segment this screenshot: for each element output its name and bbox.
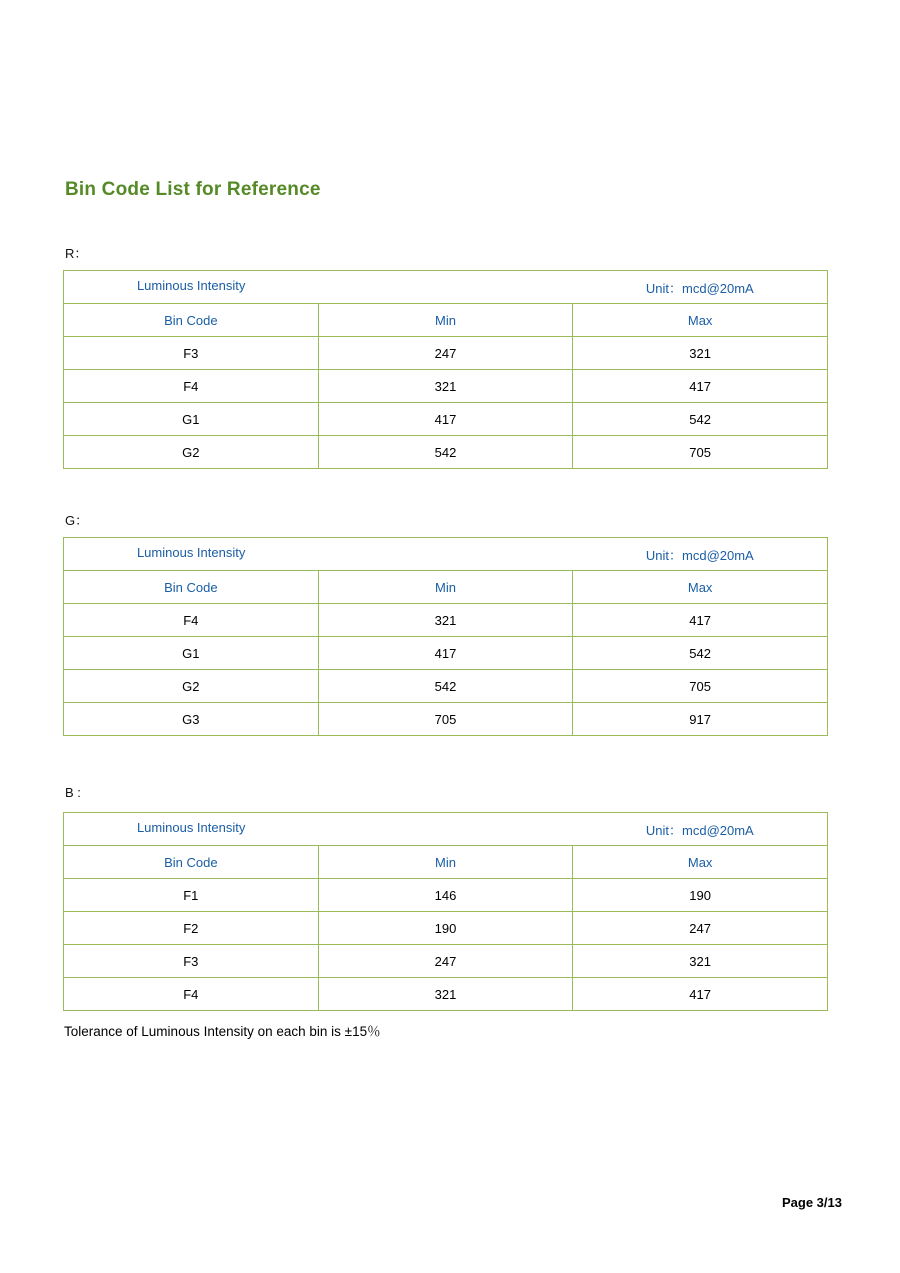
column-header-min: Min bbox=[318, 846, 573, 879]
table-cell: 542 bbox=[573, 403, 828, 436]
table-cell: 417 bbox=[573, 604, 828, 637]
table-cell: F4 bbox=[64, 370, 319, 403]
table-title: Luminous Intensity bbox=[136, 819, 246, 835]
table-cell: F4 bbox=[64, 604, 319, 637]
table-unit: Unit：mcd@20mA bbox=[645, 822, 754, 838]
table-cell: 190 bbox=[573, 879, 828, 912]
table-cell: 542 bbox=[318, 670, 573, 703]
table-cell: G1 bbox=[64, 403, 319, 436]
table-row bbox=[64, 879, 828, 912]
table-caption-spacer bbox=[318, 545, 572, 564]
table-cell: 917 bbox=[573, 703, 828, 736]
table-cell: 705 bbox=[318, 703, 573, 736]
table-unit: Unit：mcd@20mA bbox=[645, 280, 754, 296]
table-cell: 321 bbox=[573, 945, 828, 978]
table-row bbox=[64, 637, 828, 670]
table-cell: 417 bbox=[318, 403, 573, 436]
table-cell: 417 bbox=[318, 637, 573, 670]
table-cell: F1 bbox=[64, 879, 319, 912]
table-cell: F3 bbox=[64, 337, 319, 370]
page-number: Page 3/13 bbox=[782, 1195, 842, 1210]
table-cell: 190 bbox=[318, 912, 573, 945]
table-cell: 542 bbox=[573, 637, 828, 670]
table-row bbox=[64, 337, 828, 370]
table-cell: 247 bbox=[573, 912, 828, 945]
table-row bbox=[64, 403, 828, 436]
table-title: Luminous Intensity bbox=[136, 544, 246, 560]
table-row bbox=[64, 436, 828, 469]
column-header-min: Min bbox=[318, 571, 573, 604]
section-label-g: G： bbox=[65, 513, 89, 528]
column-header-max: Max bbox=[573, 304, 828, 337]
table-cell: 146 bbox=[318, 879, 573, 912]
section-label-b: B : bbox=[65, 785, 81, 800]
table-row bbox=[64, 945, 828, 978]
column-header-bin-code: Bin Code bbox=[64, 304, 319, 337]
table-cell: 705 bbox=[573, 670, 828, 703]
bin-table-r bbox=[63, 270, 828, 469]
table-cell: 705 bbox=[573, 436, 828, 469]
table-cell: 247 bbox=[318, 337, 573, 370]
section-b bbox=[63, 785, 828, 1011]
column-header-bin-code: Bin Code bbox=[64, 571, 319, 604]
table-cell: 321 bbox=[318, 370, 573, 403]
table-title: Luminous Intensity bbox=[136, 277, 246, 293]
table-cell: G1 bbox=[64, 637, 319, 670]
column-header-min: Min bbox=[318, 304, 573, 337]
table-cell: 417 bbox=[573, 370, 828, 403]
bin-table-g bbox=[63, 537, 828, 736]
table-cell: 247 bbox=[318, 945, 573, 978]
table-row bbox=[64, 978, 828, 1011]
table-cell: 321 bbox=[573, 337, 828, 370]
section-g bbox=[63, 513, 828, 736]
table-row bbox=[64, 912, 828, 945]
column-header-bin-code: Bin Code bbox=[64, 846, 319, 879]
bin-table-b bbox=[63, 812, 828, 1011]
table-cell: 542 bbox=[318, 436, 573, 469]
section-label-r: R： bbox=[65, 246, 88, 261]
table-unit: Unit：mcd@20mA bbox=[645, 547, 754, 563]
column-header-max: Max bbox=[573, 571, 828, 604]
table-cell: 417 bbox=[573, 978, 828, 1011]
table-row bbox=[64, 670, 828, 703]
column-header-max: Max bbox=[573, 846, 828, 879]
table-row bbox=[64, 703, 828, 736]
tolerance-note: Tolerance of Luminous Intensity on each bin is ±15％ bbox=[64, 1024, 381, 1039]
table-row bbox=[64, 604, 828, 637]
table-caption-spacer bbox=[318, 278, 572, 297]
table-cell: G2 bbox=[64, 436, 319, 469]
table-cell: G2 bbox=[64, 670, 319, 703]
table-cell: 321 bbox=[318, 978, 573, 1011]
table-cell: F3 bbox=[64, 945, 319, 978]
table-cell: F4 bbox=[64, 978, 319, 1011]
table-caption-spacer bbox=[318, 820, 572, 839]
table-cell: 321 bbox=[318, 604, 573, 637]
table-cell: F2 bbox=[64, 912, 319, 945]
table-cell: G3 bbox=[64, 703, 319, 736]
section-r bbox=[63, 246, 828, 469]
page-title: Bin Code List for Reference bbox=[65, 179, 321, 200]
table-row bbox=[64, 370, 828, 403]
